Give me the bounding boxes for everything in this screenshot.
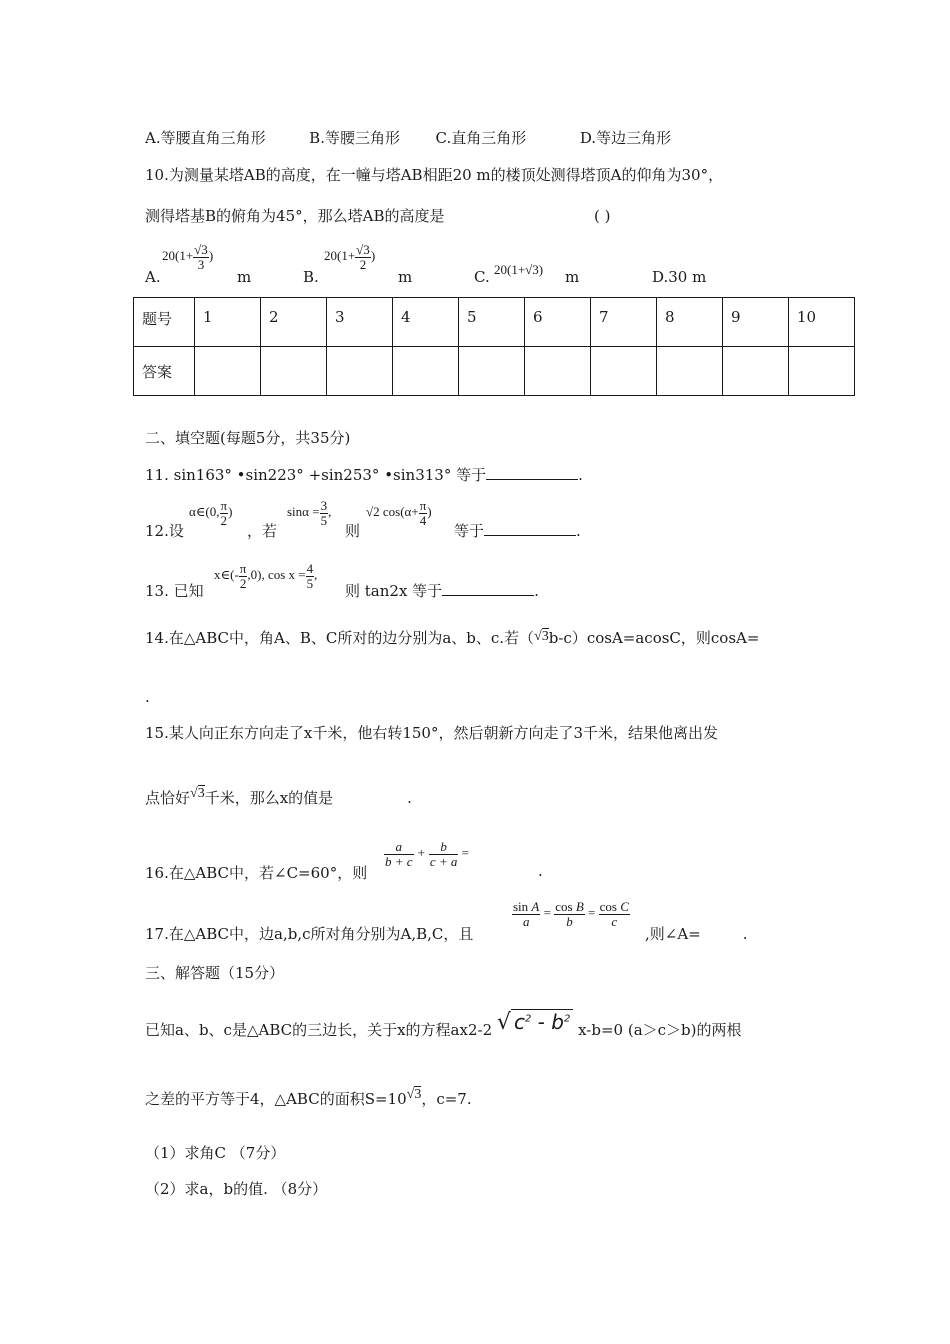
- q14-period: .: [145, 688, 150, 706]
- q11: 11. sin163° •sin223° +sin253° •sin313° 等于 .: [145, 466, 583, 484]
- answer-table: [133, 297, 855, 396]
- q9-option-c: C.直角三角形: [435, 129, 527, 147]
- q15-line2: 点恰好√3千米，那么x的值是 .: [145, 786, 412, 807]
- table-cell-number: 10: [789, 298, 855, 347]
- answer-cell[interactable]: [525, 347, 591, 396]
- q16-expression: $\frac{a}{b + c}$ + $\frac{b}{c + a}$ =: [385, 839, 469, 869]
- table-cell-number: 9: [723, 298, 789, 347]
- q10-option-c-expr: 20(1+√3): [494, 262, 544, 277]
- table-header-answer: 答案: [134, 347, 195, 396]
- q9-option-b: B.等腰三角形: [309, 129, 400, 147]
- q12-sin-alpha: sinα = $\frac{3}{5}$ ,: [287, 498, 332, 528]
- table-cell-number: 5: [459, 298, 525, 347]
- answer-cell[interactable]: [393, 347, 459, 396]
- answer-cell[interactable]: [459, 347, 525, 396]
- q17-suffix: ,则∠A= .: [645, 925, 748, 943]
- sqrt-c2-minus-b2: √ $c^2 - b^2$: [497, 1010, 573, 1035]
- answer-cell[interactable]: [195, 347, 261, 396]
- section3-problem-line1: 已知a、b、c是△ABC的三边长，关于x的方程ax2-2 √ $c^2 - b^2$ x-b=0 (a＞c＞b)的两根: [145, 1010, 742, 1039]
- q17-expression: $\frac{\text{sin A}}{a}$ = $\frac{\text{cos B}}{b}$ = $\frac{\text{cos C}}{c}$: [513, 899, 629, 929]
- table-cell-number: 3: [327, 298, 393, 347]
- q10-line1: 10.为测量某塔AB的高度，在一幢与塔AB相距20 m的楼顶处测得塔顶A的仰角为30°，: [145, 166, 724, 184]
- q10-option-b-label: B.: [303, 268, 319, 286]
- q14: 14.在△ABC中，角A、B、C所对的边分别为a、b、c.若（√3b-c）cosA=acosC，则cosA=: [145, 629, 760, 647]
- answer-cell[interactable]: [657, 347, 723, 396]
- q9-options: [145, 127, 671, 148]
- section2-title: 二、填空题(每题5分，共35分): [145, 429, 351, 447]
- q10-option-b-unit: m: [398, 268, 413, 286]
- answer-table-number-row: [134, 298, 855, 347]
- q12-if: ，若: [247, 522, 278, 540]
- q13-prefix: 13. 已知: [145, 582, 204, 600]
- answer-cell[interactable]: [327, 347, 393, 396]
- q10-option-b-expr: 20(1+ $\frac{√3}{2}$ ): [324, 242, 376, 272]
- q10-option-c-unit: m: [565, 268, 580, 286]
- answer-blank[interactable]: [486, 465, 578, 480]
- answer-cell[interactable]: [723, 347, 789, 396]
- section3-title: 三、解答题（15分）: [145, 964, 285, 982]
- q12-suffix: 等于 .: [454, 522, 581, 540]
- section3-sub1: （1）求角C （7分）: [145, 1144, 286, 1162]
- q9-option-a: A.等腰直角三角形: [145, 129, 266, 147]
- answer-cell[interactable]: [261, 347, 327, 396]
- answer-blank[interactable]: [442, 581, 534, 596]
- table-cell-number: 7: [591, 298, 657, 347]
- answer-cell[interactable]: [789, 347, 855, 396]
- q10-option-d: D.30 m: [652, 268, 707, 286]
- section3-problem-line2: 之差的平方等于4，△ABC的面积S=10√3，c=7.: [145, 1087, 472, 1108]
- table-cell-number: 2: [261, 298, 327, 347]
- q12-alpha-range: α∈(0, $\frac{\pi}{2}$ ): [189, 498, 233, 528]
- q12-then: 则: [345, 522, 361, 540]
- q13-suffix: 则 tan2x 等于 .: [345, 582, 539, 600]
- q15-line1: 15.某人向正东方向走了x千米，他右转150°，然后朝新方向走了3千米，结果他离出发: [145, 724, 718, 742]
- q10-answer-paren: ( ): [594, 207, 611, 225]
- q10-option-a-unit: m: [237, 268, 252, 286]
- q12-expression: √2 cos(α+ $\frac{\pi}{4}$ ): [366, 498, 432, 528]
- table-header-number: 题号: [134, 298, 195, 347]
- q16-period: .: [538, 862, 543, 880]
- q16-prefix: 16.在△ABC中，若∠C=60°，则: [145, 864, 368, 882]
- table-cell-number: 6: [525, 298, 591, 347]
- table-cell-number: 4: [393, 298, 459, 347]
- answer-table-answer-row: [134, 347, 855, 396]
- q12-prefix: 12.设: [145, 522, 184, 540]
- q9-option-d: D.等边三角形: [579, 129, 672, 147]
- answer-cell[interactable]: [591, 347, 657, 396]
- answer-blank[interactable]: [484, 521, 576, 536]
- q17-prefix: 17.在△ABC中，边a,b,c所对角分别为A,B,C，且: [145, 925, 474, 943]
- q10-option-a-expr: 20(1+ $\frac{√3}{3}$ ): [162, 242, 214, 272]
- q10-option-a-label: A.: [145, 268, 161, 286]
- table-cell-number: 8: [657, 298, 723, 347]
- q10-line2: 测得塔基B的俯角为45°，那么塔AB的高度是 ( ): [145, 207, 611, 225]
- section3-sub2: （2）求a，b的值. （8分）: [145, 1180, 328, 1198]
- table-cell-number: 1: [195, 298, 261, 347]
- q10-option-c-label: C.: [474, 268, 490, 286]
- q13-condition: x∈(- $\frac{\pi}{2}$ ,0), cos x = $\frac{4}{5}$ ,: [214, 561, 318, 591]
